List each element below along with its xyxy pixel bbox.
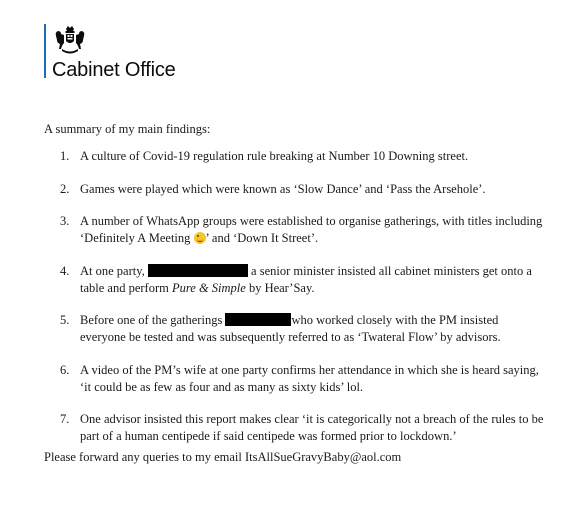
royal-coat-of-arms-icon	[53, 25, 87, 55]
redaction-bar	[148, 264, 248, 277]
song-title: Pure & Simple	[171, 280, 246, 295]
findings-list	[44, 148, 544, 461]
finding-text: ’ and ‘Down It Street’.	[205, 231, 319, 245]
logo-rule	[44, 24, 46, 78]
finding-text: A number of WhatsApp groups were established to organise gatherings, with titles including ‘Definitely A Meeting	[80, 214, 543, 245]
org-name: Cabinet Office	[52, 59, 176, 81]
finding-3	[44, 213, 544, 247]
closing-text: Please forward any queries to my email ItsAllSueGravyBaby@aol.com	[44, 450, 402, 464]
finding-text: Games were played which were known as ‘Slow Dance’ and ‘Pass the Arsehole’.	[80, 181, 486, 196]
finding-4	[44, 263, 544, 297]
finding-text: a senior minister insisted all cabinet ministers get onto a table and perform	[80, 263, 532, 295]
finding-6	[44, 362, 544, 396]
finding-1	[44, 148, 544, 165]
finding-text: who worked closely with the PM insisted everyone be tested and was subsequently referred to as ‘Twateral Flow’ by advisors.	[80, 313, 501, 344]
finding-5	[44, 312, 544, 346]
finding-number: 4.	[60, 263, 70, 278]
finding-text: At one party,	[80, 263, 145, 278]
finding-7	[44, 411, 544, 445]
finding-text: One advisor insisted this report makes clear ‘it is categorically not a breach of the rules to be part of a human centipede if said centipede was formed prior to lockdown.’	[80, 412, 544, 443]
finding-number: 7.	[60, 412, 70, 426]
winking-face-emoji-icon	[194, 232, 206, 244]
intro-text: A summary of my main findings:	[44, 122, 211, 136]
finding-number: 1.	[60, 149, 70, 163]
finding-text: A culture of Covid-19 regulation rule breaking at Number 10 Downing street.	[80, 149, 469, 163]
finding-text: Before one of the gatherings	[80, 313, 223, 327]
finding-number: 3.	[60, 214, 70, 228]
finding-number: 6.	[60, 362, 70, 377]
finding-number: 2.	[60, 181, 70, 196]
finding-text: by Hear’Say.	[245, 280, 315, 295]
finding-number: 5.	[60, 313, 70, 327]
redaction-bar	[225, 313, 291, 326]
finding-2	[44, 181, 544, 198]
finding-text: A video of the PM’s wife at one party confirms her attendance in which she is heard saying, ‘it could be as few as four and as many as sixty kids’ lol.	[80, 362, 539, 394]
